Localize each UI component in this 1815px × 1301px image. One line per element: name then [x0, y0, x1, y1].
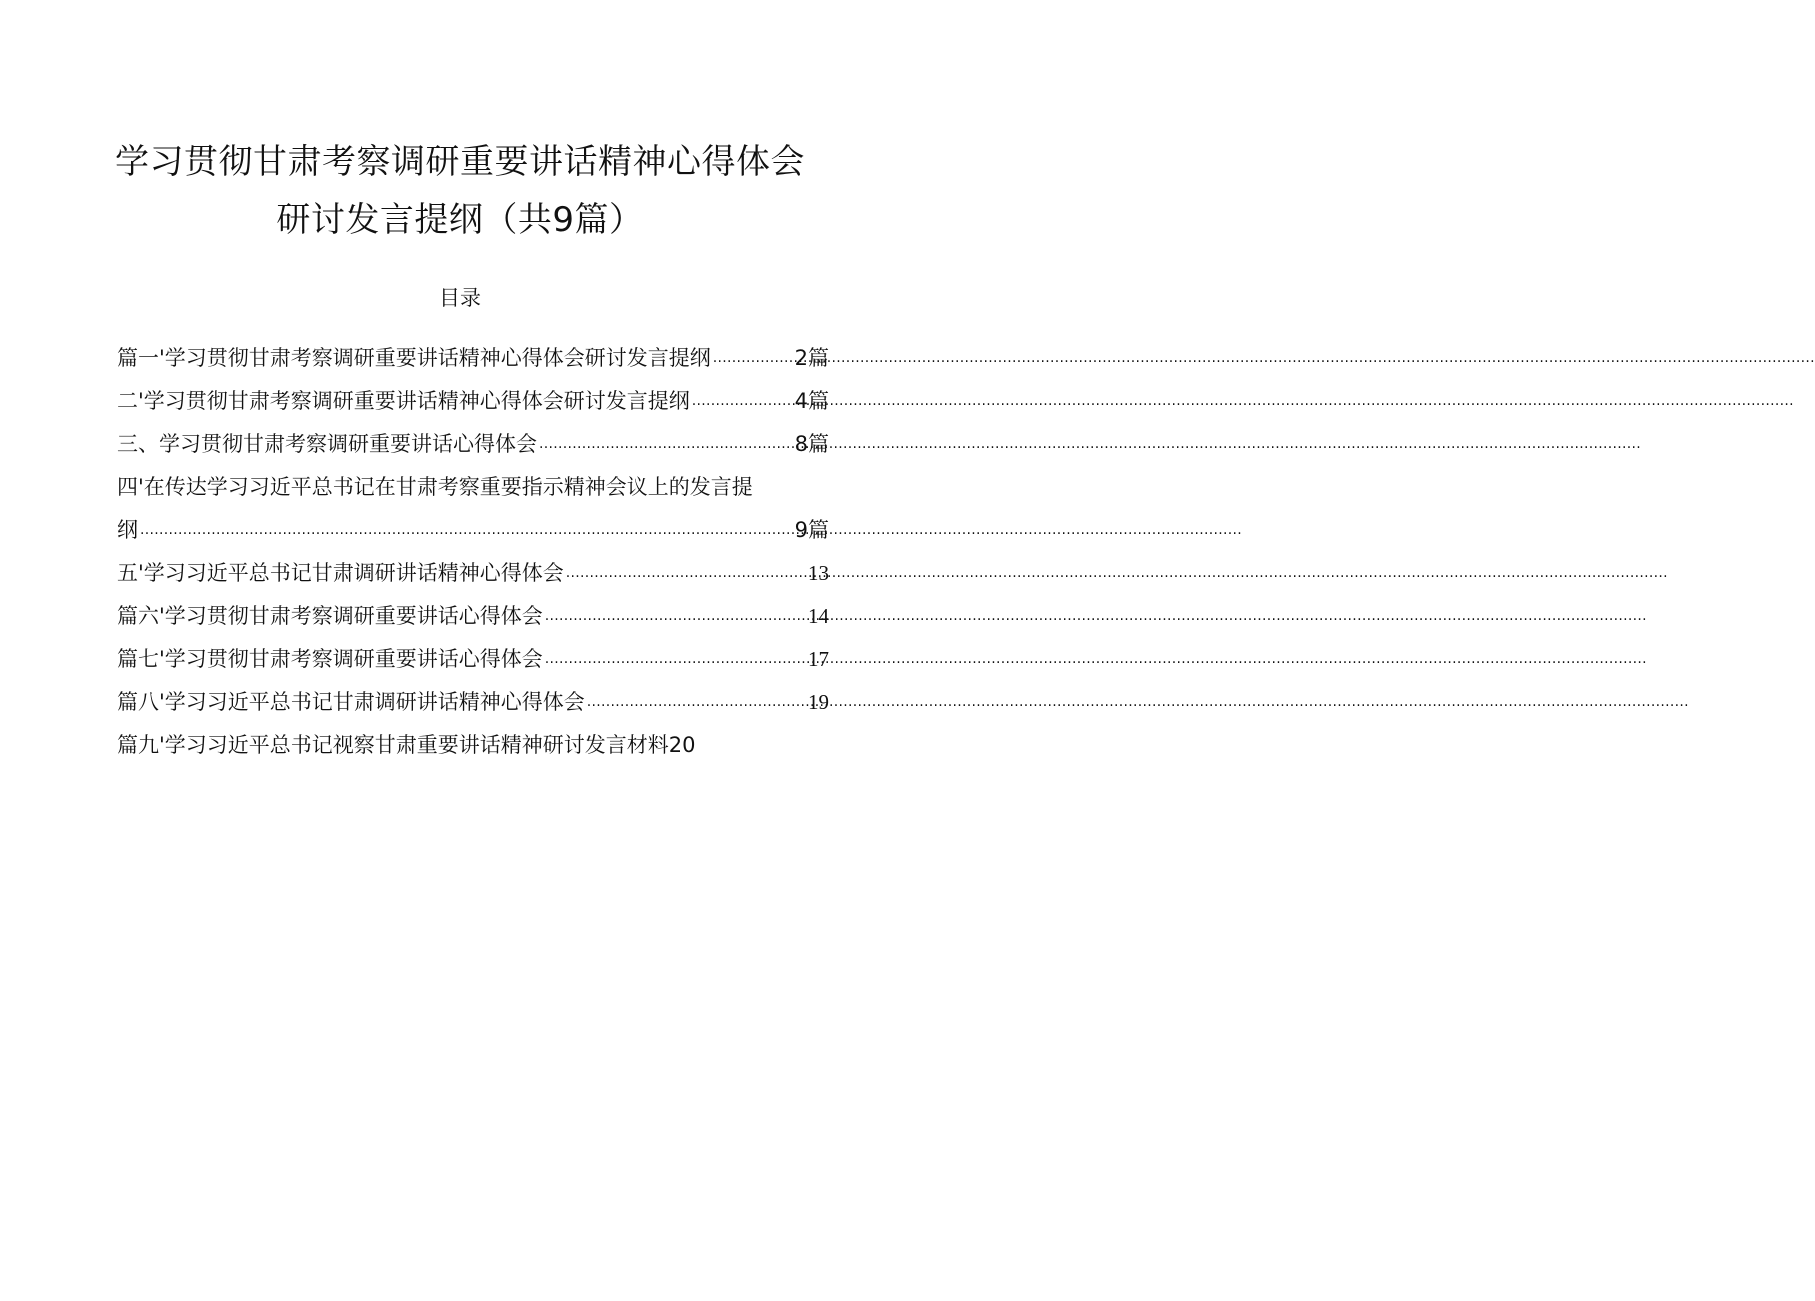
toc-entry-text: 篇九'学习习近平总书记视察甘肃重要讲话精神研讨发言材料	[117, 733, 669, 757]
toc-leader-dots	[711, 340, 795, 373]
toc-entry-9[interactable]	[117, 717, 829, 760]
toc-leader-dots	[537, 426, 795, 459]
toc-entry-text: 篇八'学习习近平总书记甘肃调研讲话精神心得体会	[117, 690, 585, 714]
toc-entry-text: 五'学习习近平总书记甘肃调研讲话精神心得体会	[117, 561, 564, 585]
toc-entry-page: 9篇	[794, 518, 829, 542]
toc-entry-page: 13	[808, 561, 829, 585]
document-title-line-1: 学习贯彻甘肃考察调研重要讲话精神心得体会	[115, 142, 805, 182]
toc-entry-4[interactable]	[117, 459, 829, 502]
toc-entry-text: 二'学习贯彻甘肃考察调研重要讲话精神心得体会研讨发言提纲	[117, 389, 690, 413]
toc-entry-text: 篇七'学习贯彻甘肃考察调研重要讲话心得体会	[117, 647, 543, 671]
toc-entry-text: 四'在传达学习习近平总书记在甘肃考察重要指示精神会议上的发言提	[117, 475, 753, 499]
toc-entry-page: 2篇	[794, 346, 829, 370]
toc-entry-page: 8篇	[794, 432, 829, 456]
toc-leader-dots	[564, 555, 808, 588]
toc-entry-8[interactable]	[117, 674, 829, 717]
toc-entry-page: 19	[808, 690, 829, 714]
toc-entry-2[interactable]	[117, 373, 829, 416]
toc-leader-dots	[585, 684, 808, 717]
table-of-contents	[117, 330, 829, 760]
toc-leader-dots	[543, 641, 808, 674]
toc-entry-6[interactable]	[117, 588, 829, 631]
document-title-line-2: 研讨发言提纲（共9篇）	[276, 200, 644, 240]
toc-entry-5[interactable]	[117, 545, 829, 588]
toc-leader-dots	[543, 598, 808, 631]
toc-entry-page: 20	[668, 733, 696, 757]
toc-entry-4-continuation[interactable]	[117, 502, 829, 545]
toc-entry-7[interactable]	[117, 631, 829, 674]
toc-entry-1[interactable]	[117, 330, 829, 373]
toc-entry-text: 篇六'学习贯彻甘肃考察调研重要讲话心得体会	[117, 604, 543, 628]
toc-entry-text: 篇一'学习贯彻甘肃考察调研重要讲话精神心得体会研讨发言提纲	[117, 346, 711, 370]
toc-entry-page: 4篇	[794, 389, 829, 413]
toc-leader-dots	[138, 512, 795, 545]
toc-leader-dots	[690, 383, 795, 416]
toc-entry-page: 17	[808, 647, 829, 671]
toc-entry-text-continuation: 纲	[117, 518, 138, 542]
toc-entry-text: 三、学习贯彻甘肃考察调研重要讲话心得体会	[117, 432, 537, 456]
toc-entry-page: 14	[808, 604, 829, 628]
toc-heading: 目录	[439, 286, 481, 310]
toc-entry-3[interactable]	[117, 416, 829, 459]
